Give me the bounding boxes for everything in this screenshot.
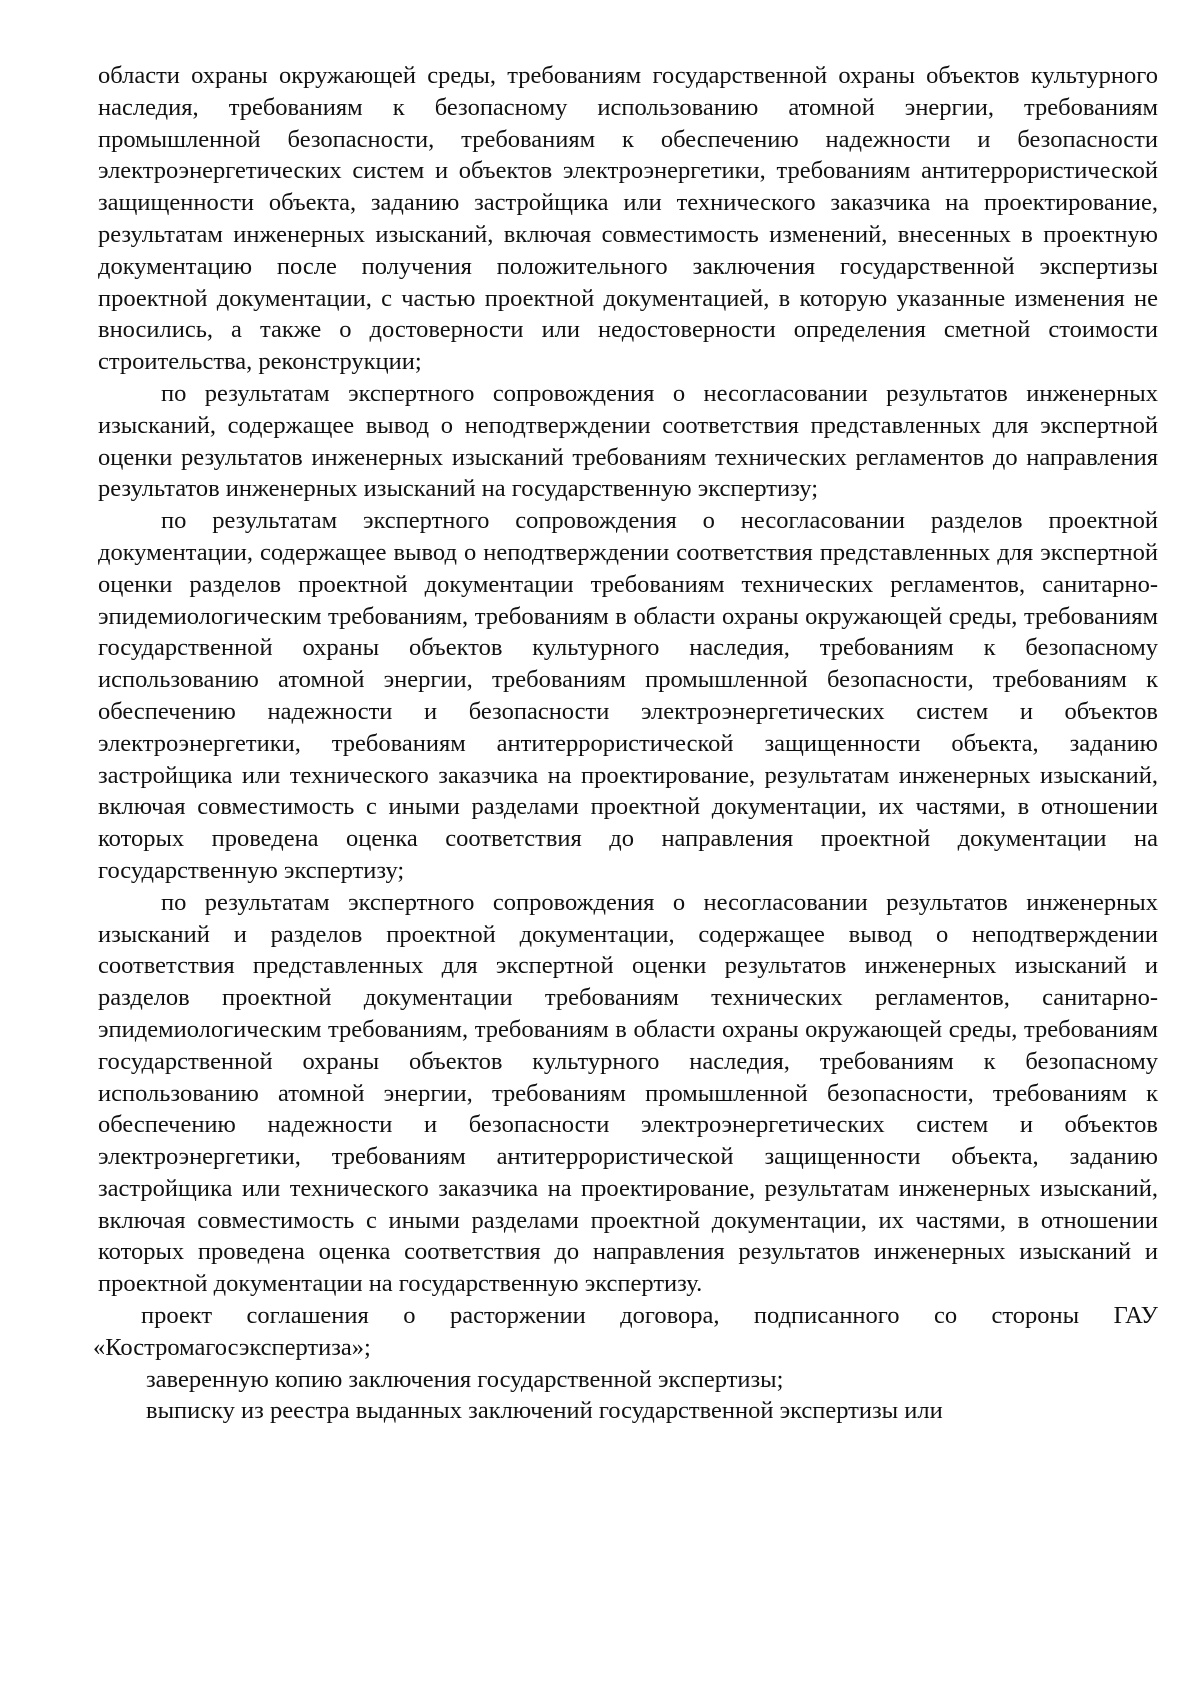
paragraph-requirements-continuation: области охраны окружающей среды, требованиям государственной охраны объектов культурного наследия, требованиям к безопасному использованию атомной энергии, требованиям промышленной безопасности, требованиям к обеспечению надежности и безопасности электроэнергетических систем и объектов электроэнергетики, требованиям антитеррористической защищенности объекта, заданию застройщика или технического заказчика на проектирование, результатам инженерных изысканий, включая совместимость изменений, внесенных в проектную документацию после получения положительного заключения государственной экспертизы проектной документации, с частью проектной документацией, в которую указанные изменения не вносились, а также о достоверности или недостоверности определения сметной стоимости строительства, реконструкции;	[98, 62, 1158, 376]
paragraph-termination-agreement-draft: проект соглашения о расторжении договора, подписанного со стороны ГАУ «Костромагосэкспертиза»;	[93, 1302, 1158, 1361]
paragraph-survey-and-sections-disagreement: по результатам экспертного сопровождения о несогласовании результатов инженерных изысканий и разделов проектной документации, содержащее вывод о неподтверждении соответствия представленных для экспертной оценки результатов инженерных изысканий и разделов проектной документации требованиям технических регламентов, санитарно-эпидемиологическим требованиям, требованиям в области охраны окружающей среды, требованиям государственной охраны объектов культурного наследия, требованиям к безопасному использованию атомной энергии, требованиям промышленной безопасности, требованиям к обеспечению надежности и безопасности электроэнергетических систем и объектов электроэнергетики, требованиям антитеррористической защищенности объекта, заданию застройщика или технического заказчика на проектирование, результатам инженерных изысканий, включая совместимость с иными разделами проектной документации, их частями, в отношении которых проведена оценка соответствия до направления результатов инженерных изысканий и проектной документации на государственную экспертизу.	[98, 888, 1158, 1298]
document-body	[93, 60, 1158, 1427]
paragraph-registry-extract: выписку из реестра выданных заключений государственной экспертизы или	[146, 1397, 943, 1425]
paragraph-certified-copy: заверенную копию заключения государственной экспертизы;	[146, 1365, 784, 1393]
paragraph-survey-results-disagreement: по результатам экспертного сопровождения о несогласовании результатов инженерных изысканий, содержащее вывод о неподтверждении соответствия представленных для экспертной оценки результатов инженерных изысканий требованиям технических регламентов до направления результатов инженерных изысканий на государственную экспертизу;	[98, 379, 1158, 503]
paragraph-project-sections-disagreement: по результатам экспертного сопровождения о несогласовании разделов проектной документации, содержащее вывод о неподтверждении соответствия представленных для экспертной оценки разделов проектной документации требованиям технических регламентов, санитарно-эпидемиологическим требованиям, требованиям в области охраны окружающей среды, требованиям государственной охраны объектов культурного наследия, требованиям к безопасному использованию атомной энергии, требованиям промышленной безопасности, требованиям к обеспечению надежности и безопасности электроэнергетических систем и объектов электроэнергетики, требованиям антитеррористической защищенности объекта, заданию застройщика или технического заказчика на проектирование, результатам инженерных изысканий, включая совместимость с иными разделами проектной документации, их частями, в отношении которых проведена оценка соответствия до направления проектной документации на государственную экспертизу;	[98, 507, 1158, 884]
